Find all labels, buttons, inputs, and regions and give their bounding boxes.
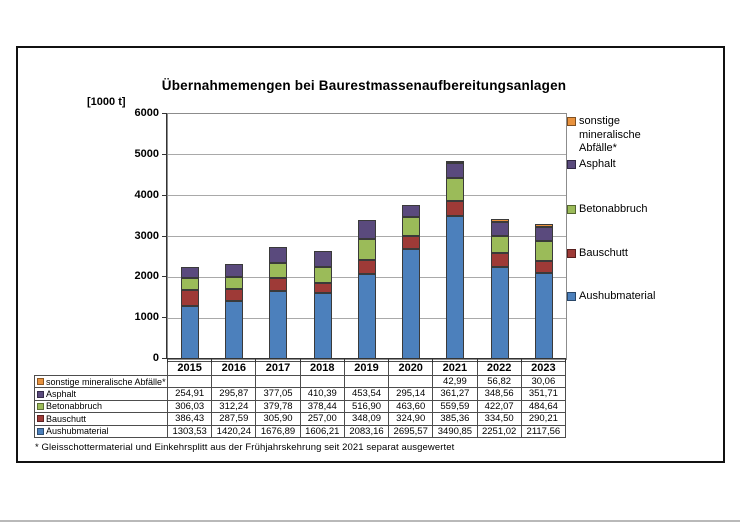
y-axis-unit-label: [1000 t] (87, 96, 126, 108)
year-cell: 2021 (433, 361, 477, 375)
value-cell (345, 376, 389, 388)
gridline (168, 195, 566, 196)
legend-item (567, 115, 661, 156)
years-header-row (167, 361, 566, 375)
x-axis-tick (477, 359, 478, 363)
gridline (168, 154, 566, 155)
y-axis-tick (162, 154, 167, 155)
value-cell: 305,90 (256, 413, 300, 425)
value-cell: 1606,21 (301, 426, 345, 438)
legend-swatch (567, 292, 576, 301)
row-label: Aushubmaterial (46, 426, 109, 437)
bar-segment (314, 283, 332, 293)
value-cell: 1420,24 (212, 426, 256, 438)
series-swatch (37, 415, 44, 422)
y-tick-label: 4000 (134, 188, 159, 201)
bar-segment (181, 290, 199, 306)
legend-swatch (567, 249, 576, 258)
legend-swatch (567, 117, 576, 126)
year-cell: 2020 (389, 361, 433, 375)
bar-segment (358, 260, 376, 274)
value-cell: 348,56 (478, 388, 522, 400)
value-cell: 348,09 (345, 413, 389, 425)
value-cell: 422,07 (478, 401, 522, 413)
value-cell: 2251,02 (478, 426, 522, 438)
bar-segment (446, 216, 464, 359)
value-cell: 410,39 (301, 388, 345, 400)
legend-item (567, 203, 648, 217)
y-axis-tick (162, 113, 167, 114)
bar-segment (446, 201, 464, 217)
bar-segment (269, 278, 287, 290)
bar-segment (358, 274, 376, 359)
x-axis-tick (211, 359, 212, 363)
year-cell: 2022 (478, 361, 522, 375)
series-swatch (37, 403, 44, 410)
bar-segment (491, 267, 509, 359)
year-cell: 2019 (345, 361, 389, 375)
y-axis-tick (162, 195, 167, 196)
data-table-body (34, 375, 566, 438)
value-cell (389, 376, 433, 388)
row-label: sonstige mineralische Abfälle* (46, 376, 166, 387)
legend-swatch (567, 205, 576, 214)
bar-segment (225, 264, 243, 276)
bar-segment (491, 219, 509, 222)
bar-segment (269, 247, 287, 262)
y-axis-tick (162, 236, 167, 237)
value-cell: 295,87 (212, 388, 256, 400)
value-cell: 361,27 (433, 388, 477, 400)
legend-item (567, 247, 628, 261)
legend-swatch (567, 160, 576, 169)
value-cell: 1676,89 (256, 426, 300, 438)
bar-segment (402, 217, 420, 236)
value-cell: 30,06 (522, 376, 566, 388)
value-cell: 385,36 (433, 413, 477, 425)
bar-segment (535, 227, 553, 241)
row-label: Bauschutt (46, 413, 87, 424)
value-cell (168, 376, 212, 388)
value-cell: 2117,56 (522, 426, 566, 438)
value-cell: 378,44 (301, 401, 345, 413)
bar-segment (402, 236, 420, 249)
x-axis-tick (432, 359, 433, 363)
legend-item (567, 158, 616, 172)
value-cell: 334,50 (478, 413, 522, 425)
y-tick-label: 1000 (134, 311, 159, 324)
x-axis-tick (255, 359, 256, 363)
x-axis-tick (300, 359, 301, 363)
value-cell: 463,60 (389, 401, 433, 413)
page-bottom-rule (0, 520, 740, 522)
value-cell: 2083,16 (345, 426, 389, 438)
value-cell: 290,21 (522, 413, 566, 425)
footnote: * Gleisschottermaterial und Einkehrsplitt aus der Frühjahrskehrung seit 2021 separat ausgewertet (35, 442, 455, 453)
x-axis-line (167, 358, 566, 359)
value-cell: 254,91 (168, 388, 212, 400)
y-tick-label: 5000 (134, 147, 159, 160)
bar-segment (181, 306, 199, 359)
y-tick-label: 3000 (134, 229, 159, 242)
bar-segment (535, 273, 553, 359)
bar-segment (491, 236, 509, 253)
bar-segment (402, 205, 420, 217)
value-cell: 377,05 (256, 388, 300, 400)
row-label-cell (35, 426, 168, 438)
bar-segment (225, 301, 243, 359)
series-swatch (37, 378, 44, 385)
plot-area (167, 113, 567, 360)
value-cell: 379,78 (256, 401, 300, 413)
value-cell: 3490,85 (433, 426, 477, 438)
value-cell: 257,00 (301, 413, 345, 425)
bar-segment (535, 261, 553, 273)
legend-label: Betonabbruch (579, 203, 648, 215)
bar-segment (225, 289, 243, 301)
x-axis-tick (521, 359, 522, 363)
year-cell: 2018 (301, 361, 345, 375)
y-tick-label: 0 (152, 352, 159, 364)
value-cell (256, 376, 300, 388)
bar-segment (269, 263, 287, 279)
value-cell: 484,64 (522, 401, 566, 413)
legend-label: Bauschutt (579, 247, 628, 259)
legend-item (567, 290, 655, 304)
bar-segment (446, 163, 464, 178)
value-cell: 516,90 (345, 401, 389, 413)
bar-segment (181, 267, 199, 277)
year-cell: 2017 (256, 361, 300, 375)
value-cell: 1303,53 (168, 426, 212, 438)
bar-segment (535, 241, 553, 261)
x-axis-tick (344, 359, 345, 363)
value-cell: 559,59 (433, 401, 477, 413)
bar-segment (491, 222, 509, 236)
row-label: Asphalt (46, 389, 77, 400)
x-axis-tick (388, 359, 389, 363)
row-label-cell (35, 376, 168, 388)
bar-segment (446, 161, 464, 164)
legend-label: sonstige mineralische Abfälle* (579, 115, 641, 154)
year-cell: 2016 (212, 361, 256, 375)
y-tick-label: 2000 (134, 270, 159, 283)
bar-segment (491, 253, 509, 267)
chart-title: Übernahmemengen bei Baurestmassenaufbereitungsanlagen (161, 78, 567, 93)
year-cell: 2023 (522, 361, 566, 375)
bar-segment (446, 178, 464, 201)
y-axis-tick (162, 276, 167, 277)
row-label-cell (35, 401, 168, 413)
value-cell: 287,59 (212, 413, 256, 425)
value-cell: 56,82 (478, 376, 522, 388)
bar-segment (314, 267, 332, 282)
value-cell: 2695,57 (389, 426, 433, 438)
bar-segment (402, 249, 420, 359)
legend-label: Aushubmaterial (579, 290, 656, 302)
bar-segment (314, 293, 332, 359)
y-axis-tick (162, 317, 167, 318)
bar-segment (358, 220, 376, 239)
legend-label: Asphalt (579, 158, 616, 170)
x-axis-tick (565, 359, 566, 363)
value-cell (212, 376, 256, 388)
value-cell: 42,99 (433, 376, 477, 388)
bar-segment (314, 251, 332, 268)
value-cell: 306,03 (168, 401, 212, 413)
series-swatch (37, 391, 44, 398)
bar-segment (358, 239, 376, 260)
value-cell: 295,14 (389, 388, 433, 400)
value-cell: 453,54 (345, 388, 389, 400)
value-cell: 324,90 (389, 413, 433, 425)
value-cell: 386,43 (168, 413, 212, 425)
row-label-cell (35, 413, 168, 425)
value-cell: 312,24 (212, 401, 256, 413)
value-cell: 351,71 (522, 388, 566, 400)
row-label: Betonabbruch (46, 401, 103, 412)
year-cell: 2015 (168, 361, 212, 375)
bar-segment (181, 278, 199, 290)
row-label-cell (35, 388, 168, 400)
x-axis-tick (167, 359, 168, 363)
bar-segment (269, 291, 287, 359)
series-swatch (37, 428, 44, 435)
value-cell (301, 376, 345, 388)
y-tick-label: 6000 (134, 107, 159, 119)
bar-segment (225, 277, 243, 290)
bar-segment (535, 224, 553, 227)
